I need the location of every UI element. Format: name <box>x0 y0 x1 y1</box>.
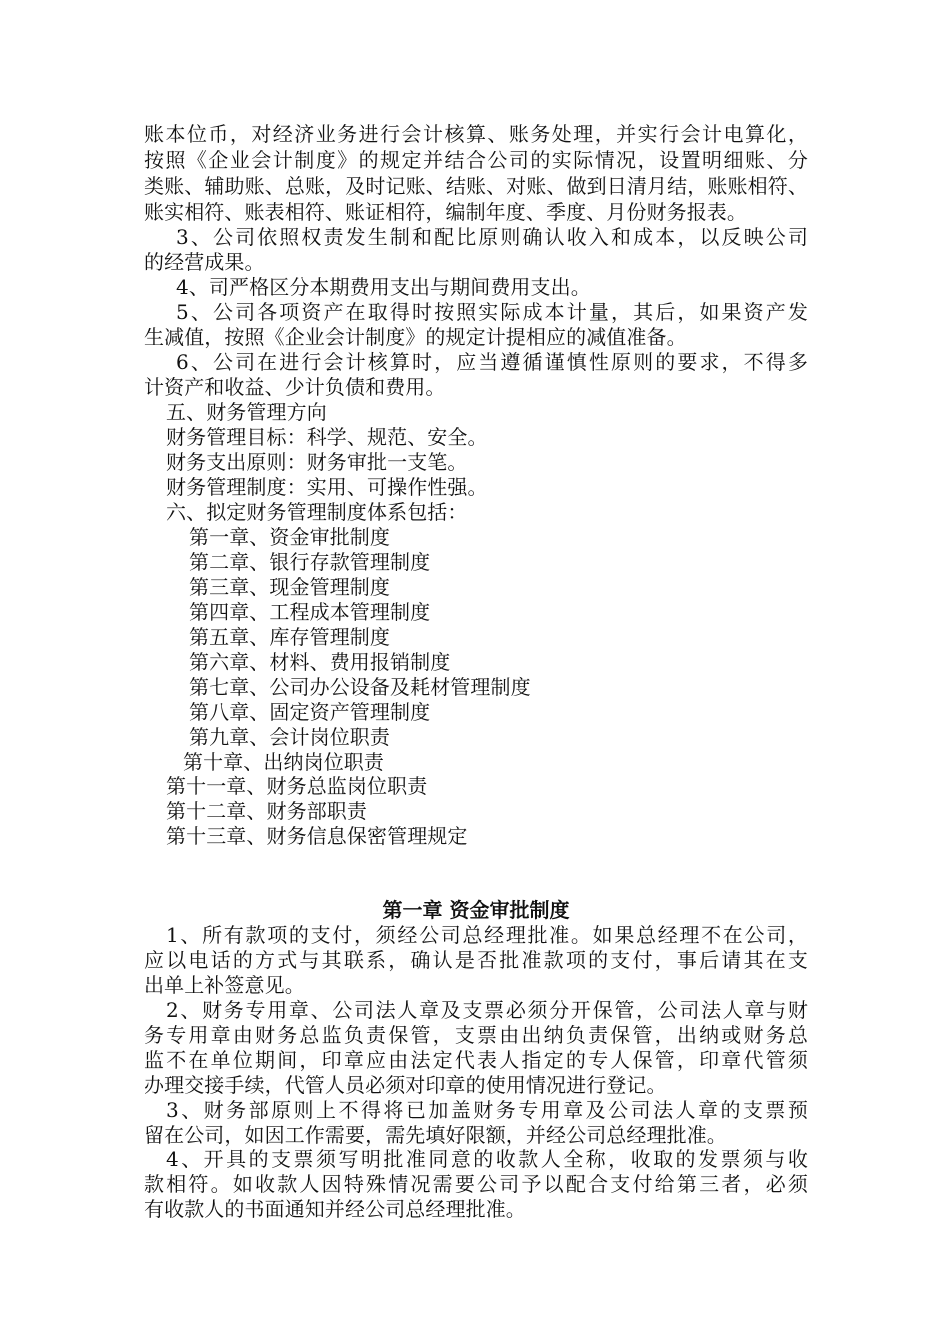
body-text-line: 1、所有款项的支付，须经公司总经理批准。如果总经理不在公司， <box>166 923 808 947</box>
body-text-line: 2、财务专用章、公司法人章及支票必须分开保管，公司法人章与财 <box>166 998 808 1022</box>
body-text-line: 4、司严格区分本期费用支出与期间费用支出。 <box>176 275 591 299</box>
chapter-list-item: 第十章、出纳岗位职责 <box>183 750 384 774</box>
body-text-line: 务专用章由财务总监负责保管，支票由出纳负责保管，出纳或财务总 <box>144 1023 808 1047</box>
chapter-list-item: 第十三章、财务信息保密管理规定 <box>166 824 468 848</box>
body-text-line: 办理交接手续，代管人员必须对印章的使用情况进行登记。 <box>144 1073 667 1097</box>
chapter-list-item: 第八章、固定资产管理制度 <box>189 700 431 724</box>
chapter-list-item: 第四章、工程成本管理制度 <box>189 600 431 624</box>
chapter-list-item: 第六章、材料、费用报销制度 <box>189 650 451 674</box>
list-item: 财务管理制度：实用、可操作性强。 <box>166 475 488 499</box>
section-title: 五、财务管理方向 <box>166 400 327 424</box>
chapter-list-item: 第七章、公司办公设备及耗材管理制度 <box>189 675 531 699</box>
body-text-line: 3、公司依照权责发生制和配比原则确认收入和成本，以反映公司 <box>176 225 808 249</box>
body-text-line: 类账、辅助账、总账，及时记账、结账、对账、做到日清月结，账账相符、 <box>144 174 808 198</box>
body-text-line: 应以电话的方式与其联系，确认是否批准款项的支付，事后请其在支 <box>144 948 808 972</box>
body-text-line: 账本位币，对经济业务进行会计核算、账务处理，并实行会计电算化， <box>144 122 808 146</box>
chapter-list-item: 第十二章、财务部职责 <box>166 799 367 823</box>
body-text-line: 账实相符、账表相符、账证相符，编制年度、季度、月份财务报表。 <box>144 200 747 224</box>
chapter-list-item: 第五章、库存管理制度 <box>189 625 390 649</box>
body-text-line: 按照《企业会计制度》的规定并结合公司的实际情况，设置明细账、分 <box>144 148 808 172</box>
body-text-line: 留在公司，如因工作需要，需先填好限额，并经公司总经理批准。 <box>144 1123 727 1147</box>
body-text-line: 3、财务部原则上不得将已加盖财务专用章及公司法人章的支票预 <box>166 1098 808 1122</box>
chapter-list-item: 第十一章、财务总监岗位职责 <box>166 774 428 798</box>
body-text-line: 款相符。如收款人因特殊情况需要公司予以配合支付给第三者，必须 <box>144 1172 808 1196</box>
list-item: 财务支出原则：财务审批一支笔。 <box>166 450 468 474</box>
chapter-list-item: 第二章、银行存款管理制度 <box>189 550 431 574</box>
body-text-line: 4、开具的支票须写明批准同意的收款人全称，收取的发票须与收 <box>166 1147 808 1171</box>
section-title: 六、拟定财务管理制度体系包括： <box>166 500 468 524</box>
list-item: 财务管理目标：科学、规范、安全。 <box>166 425 488 449</box>
body-text-line: 5、公司各项资产在取得时按照实际成本计量，其后，如果资产发 <box>176 300 808 324</box>
chapter-list-item: 第三章、现金管理制度 <box>189 575 390 599</box>
body-text-line: 监不在单位期间，印章应由法定代表人指定的专人保管，印章代管须 <box>144 1048 808 1072</box>
body-text-line: 的经营成果。 <box>144 250 265 274</box>
body-text-line: 生减值，按照《企业会计制度》的规定计提相应的减值准备。 <box>144 325 687 349</box>
body-text-line: 6、公司在进行会计核算时，应当遵循谨慎性原则的要求，不得多 <box>176 350 808 374</box>
body-text-line: 出单上补签意见。 <box>144 973 305 997</box>
body-text-line: 计资产和收益、少计负债和费用。 <box>144 375 446 399</box>
body-text-line: 有收款人的书面通知并经公司总经理批准。 <box>144 1197 526 1221</box>
chapter-list-item: 第九章、会计岗位职责 <box>189 725 390 749</box>
chapter-list-item: 第一章、资金审批制度 <box>189 525 390 549</box>
chapter-heading: 第一章 资金审批制度 <box>382 898 570 922</box>
